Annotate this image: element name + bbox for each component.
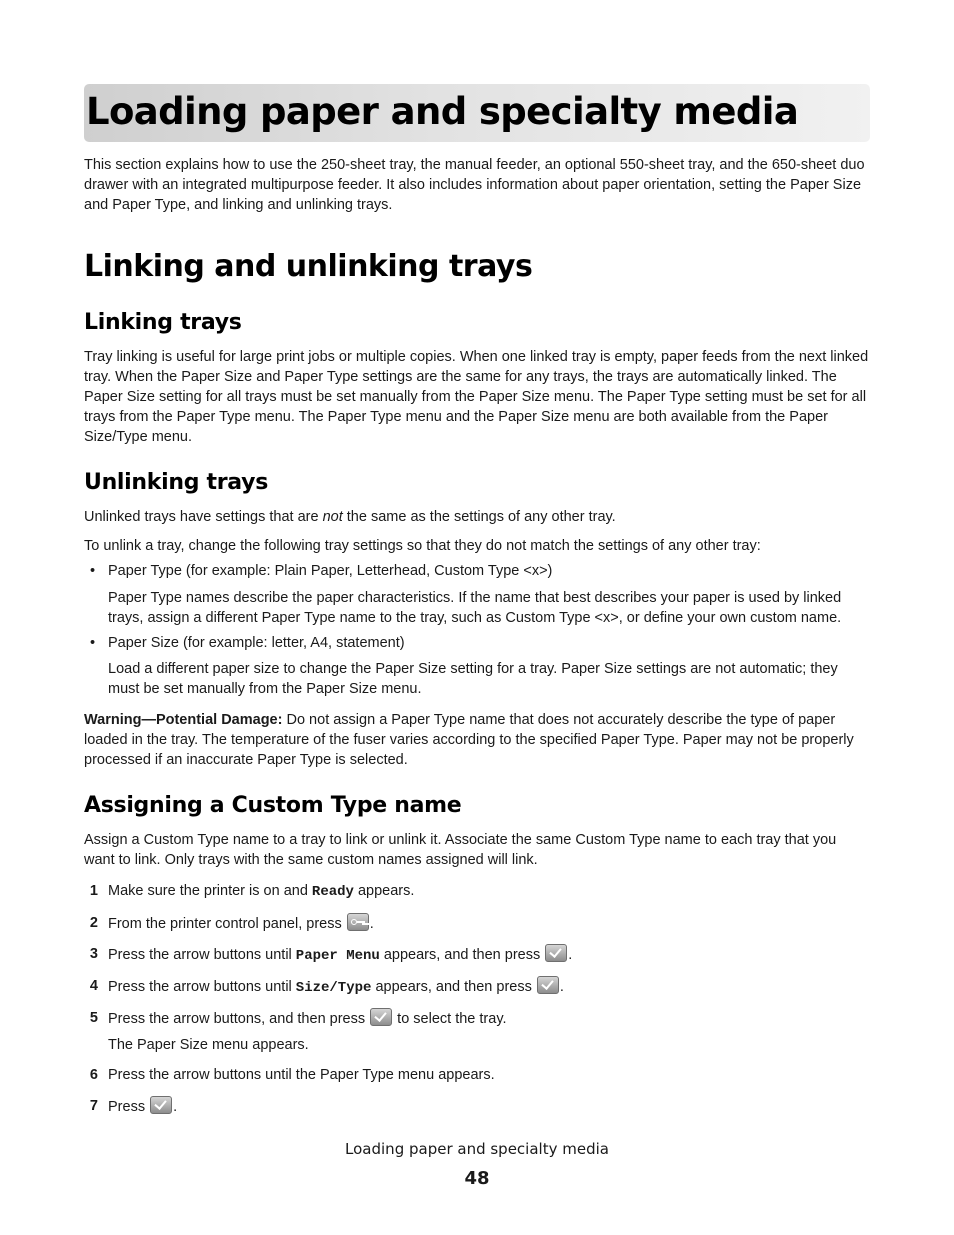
linking-heading: Linking trays [84, 310, 242, 335]
step-number: 5 [89, 1010, 98, 1026]
step-item [84, 1096, 870, 1118]
step-number: 3 [89, 946, 98, 962]
unlinking-paragraph-1: Unlinked trays have settings that are not the same as the settings of any other tray. [84, 509, 616, 525]
step-number: 7 [89, 1098, 98, 1114]
emphasis-not: not [322, 509, 343, 525]
footer-title: Loading paper and specialty media [345, 1140, 609, 1158]
step-number: 2 [89, 915, 98, 931]
custom-type-heading: Assigning a Custom Type name [84, 793, 462, 818]
step-item [84, 913, 870, 935]
warning-paragraph [84, 710, 870, 770]
step-number: 6 [89, 1067, 98, 1083]
warning-label: Warning—Potential Damage: [84, 712, 283, 728]
bullet-text: Paper Size (for example: letter, A4, statement) [108, 635, 405, 651]
chapter-banner [84, 84, 870, 142]
step-text: Press the arrow buttons, and then press to select the tray. [108, 1008, 507, 1029]
unlinking-paragraph-2: To unlink a tray, change the following tray settings so that they do not match the settings of any other tray: [84, 538, 761, 554]
section-title: Linking and unlinking trays [84, 249, 533, 284]
key-icon [347, 913, 369, 931]
step-item [84, 1065, 870, 1087]
intro-paragraph: This section explains how to use the 250-sheet tray, the manual feeder, an optional 550-sheet tray, and the 650-sheet duo drawer with an integrated multipurpose feeder. It also includes information about paper orientation, setting the Paper Size and Paper Type, and linking and unlinking trays. [84, 157, 865, 213]
custom-type-paragraph: Assign a Custom Type name to a tray to link or unlink it. Associate the same Custom Type name to each tray that you want to link. Only trays with the same custom names assigned will link. [84, 832, 837, 868]
step-number: 1 [89, 883, 98, 899]
page-number: 48 [464, 1168, 490, 1189]
unlinking-heading: Unlinking trays [84, 470, 268, 495]
checkmark-icon [150, 1096, 172, 1114]
step-text: Press . [108, 1096, 177, 1117]
bullet-detail: Load a different paper size to change the Paper Size setting for a tray. Paper Size settings are not automatic; they must be set manually from the Paper Size menu. [108, 661, 838, 697]
step-number: 4 [89, 978, 98, 994]
step-item [84, 881, 870, 903]
bullet-detail: Paper Type names describe the paper characteristics. If the name that best describes your paper is used by linked trays, assign a different Paper Type name to the tray, such as Custom Type <x>, or define your own custom name. [108, 590, 842, 626]
bullet-text: Paper Type (for example: Plain Paper, Letterhead, Custom Type <x>) [108, 563, 553, 579]
checkmark-icon [370, 1008, 392, 1026]
step-text: Make sure the printer is on and Ready appears. [108, 883, 415, 900]
checkmark-icon [545, 944, 567, 962]
step-text: Press the arrow buttons until Paper Menu appears, and then press . [108, 944, 572, 966]
display-text: Ready [311, 884, 354, 900]
checkmark-icon [537, 976, 559, 994]
warning-text: Do not assign a Paper Type name that does not accurately describe the type of paper loaded in the tray. The temperature of the fuser varies according to the specified Paper Type. Paper may not be properly processed if an inaccurate Paper Type is selected. [84, 712, 854, 768]
step-text: Press the arrow buttons until the Paper Type menu appears. [108, 1067, 495, 1083]
bullet-dot: • [90, 563, 96, 579]
step-item [84, 944, 870, 966]
step-item [84, 1008, 870, 1030]
display-text: Size/Type [295, 980, 372, 996]
bullet-dot: • [90, 635, 96, 651]
step-text: From the printer control panel, press . [108, 913, 374, 934]
display-text: Paper Menu [295, 948, 380, 964]
linking-paragraph: Tray linking is useful for large print jobs or multiple copies. When one linked tray is empty, paper feeds from the next linked tray. When the Paper Size and Paper Type settings are the same for any trays, the trays are automatically linked. The Paper Size setting for all trays must be set manually from the Paper Size menu. The Paper Type setting must be set for all trays from the Paper Type menu. The Paper Type menu and the Paper Size menu are both available from the Paper Size/Type menu. [84, 349, 869, 445]
step-item [84, 976, 870, 998]
chapter-title: Loading paper and specialty media [86, 90, 799, 133]
step-note: The Paper Size menu appears. [108, 1037, 309, 1053]
step-text: Press the arrow buttons until Size/Type appears, and then press . [108, 976, 564, 998]
